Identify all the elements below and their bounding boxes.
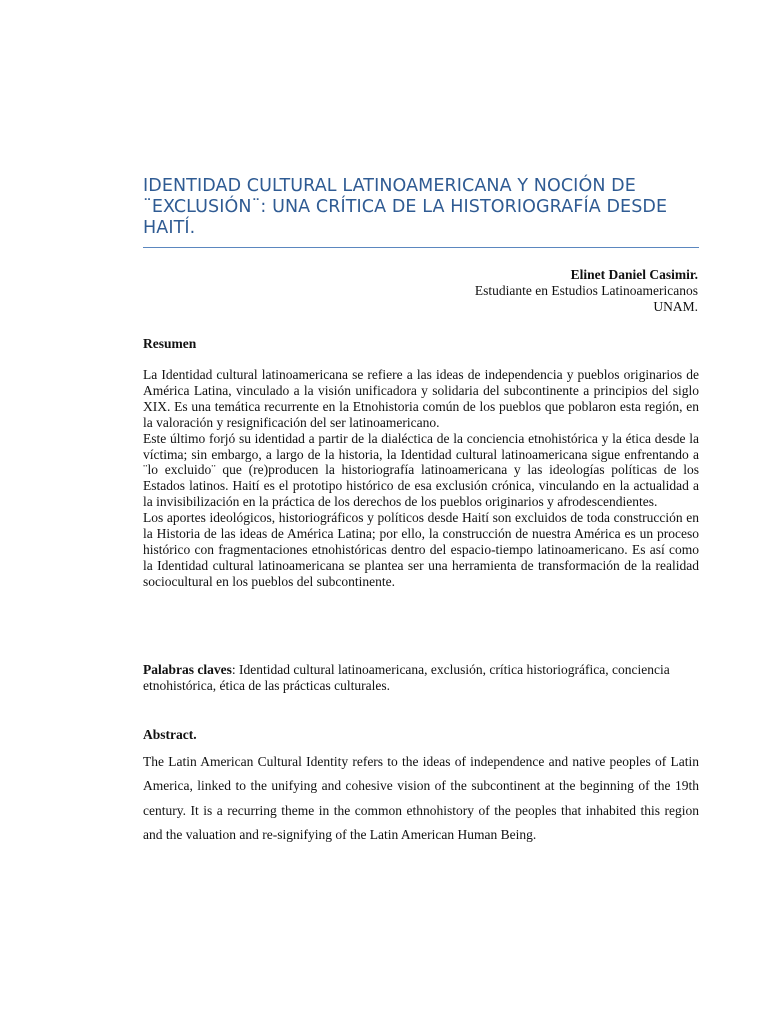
keywords xyxy=(143,662,699,694)
resumen-heading: Resumen xyxy=(143,336,197,351)
keywords-text: : Identidad cultural latinoamericana, exclusión, crítica historiográfica, conciencia etnohistórica, ética de las prácticas culturales. xyxy=(143,662,670,693)
abstract-body: The Latin American Cultural Identity refers to the ideas of independence and native peoples of Latin America, linked to the unifying and cohesive vision of the subcontinent at the beginning of the 19th century. It is a recurring theme in the common ethnohistory of the peoples that inhabited this region and the valuation and re-signifying of the Latin American Human Being. xyxy=(143,754,699,843)
author-role: Estudiante en Estudios Latinoamericanos xyxy=(474,283,698,298)
author-name: Elinet Daniel Casimir. xyxy=(570,267,698,282)
resumen-paragraph: Este último forjó su identidad a partir de la dialéctica de la conciencia etnohistórica y la ética desde la víctima; sin embargo, a largo de la historia, la Identidad cultural latinoamericana sigue enfrentando a ¨lo excluido¨ que (re)producen la historiografía latinoamericana y las ideologías políticas de los Estados latinos. Haití es el prototipo histórico de esa exclusión crónica, vinculando en la actualidad a la invisibilización en la práctica de los derechos de los pueblos originarios y afrodescendientes. xyxy=(143,430,699,510)
author-institution: UNAM. xyxy=(653,299,698,314)
title-divider xyxy=(143,247,699,248)
author-block xyxy=(400,267,698,315)
title-block xyxy=(143,176,699,239)
resumen-body xyxy=(143,367,699,590)
resumen-paragraph: La Identidad cultural latinoamericana se refiere a las ideas de independencia y pueblos originarios de América Latina, vinculado a la visión unificadora y solidaria del subcontinente a principios del siglo XIX. Es una temática recurrente en la Etnohistoria común de los pueblos que poblaron esta región, en la valoración y resignificación del ser latinoamericano. xyxy=(143,367,699,430)
document-title: IDENTIDAD CULTURAL LATINOAMERICANA Y NOCIÓN DE ¨EXCLUSIÓN¨: UNA CRÍTICA DE LA HISTORIOGRAFÍA DESDE HAITÍ. xyxy=(143,176,668,238)
resumen-paragraph: Los aportes ideológicos, historiográficos y políticos desde Haití son excluidos de toda construcción en la Historia de las ideas de América Latina; por ello, la construcción de nuestra América es un proceso histórico con fragmentaciones etnohistóricas dentro del espacio-tiempo latinoamericano. Es así como la Identidad cultural latinoamericana se plantea ser una herramienta de transformación de la realidad sociocultural en los pueblos del subcontinente. xyxy=(143,510,699,589)
abstract-heading: Abstract. xyxy=(143,727,197,742)
keywords-label: Palabras claves xyxy=(143,662,232,677)
